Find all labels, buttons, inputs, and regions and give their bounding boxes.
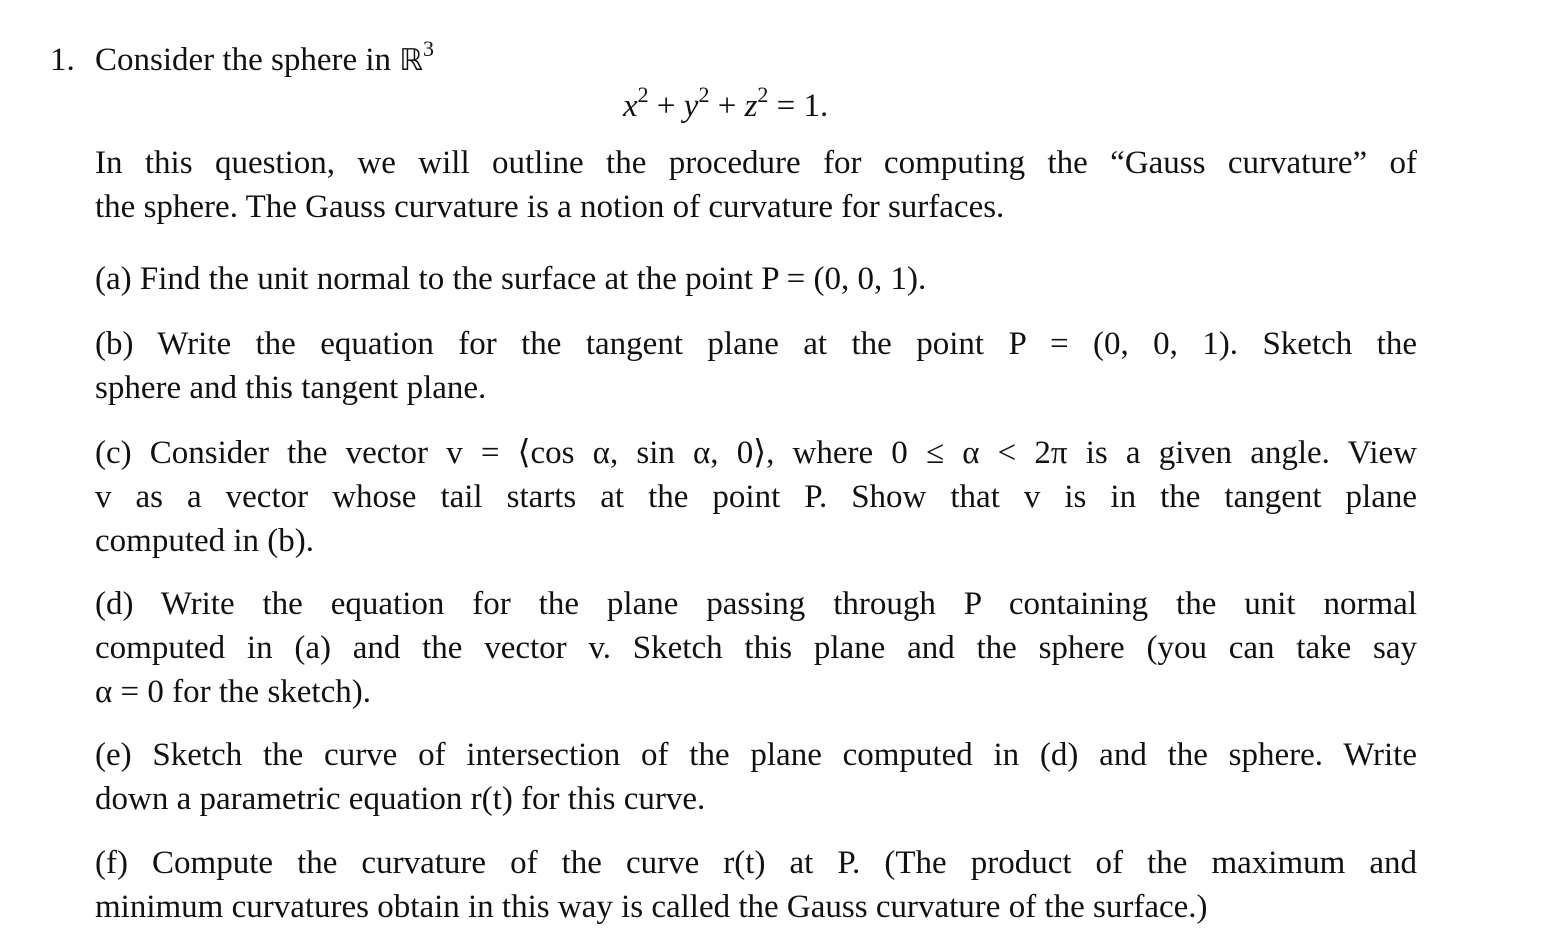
eq-z-exp: 2 — [757, 82, 769, 107]
intro-paragraph — [95, 141, 1417, 229]
eq-plus-1: + — [648, 88, 684, 124]
sphere-equation — [623, 84, 828, 128]
part-a — [95, 257, 1417, 301]
eq-rhs: = 1. — [768, 88, 829, 124]
part-d-line-2: computed in (a) and the vector v. Sketch this plane and the sphere (you can take say — [95, 630, 1417, 666]
part-e — [95, 733, 1417, 821]
part-f — [95, 841, 1417, 929]
part-f-line-2: minimum curvatures obtain in this way is called the Gauss curvature of the surface.) — [95, 889, 1208, 925]
real-space-symbol: ℝ — [399, 43, 424, 78]
part-e-line-1: (e) Sketch the curve of intersection of the plane computed in (d) and the sphere. Write — [95, 737, 1417, 773]
eq-x: x — [623, 88, 638, 124]
problem-number: 1. — [50, 42, 75, 78]
part-b — [95, 322, 1417, 410]
problem-lead — [95, 38, 434, 83]
eq-x-exp: 2 — [637, 82, 649, 107]
part-f-line-1: (f) Compute the curvature of the curve r(t) at P. (The product of the maximum and — [95, 845, 1417, 881]
part-d-line-1: (d) Write the equation for the plane passing through P containing the unit normal — [95, 586, 1417, 622]
part-b-line-2: sphere and this tangent plane. — [95, 370, 487, 406]
intro-line-1: In this question, we will outline the procedure for computing the “Gauss curvature” of — [95, 145, 1417, 181]
eq-y-exp: 2 — [698, 82, 710, 107]
part-d-line-3: α = 0 for the sketch). — [95, 674, 371, 710]
eq-z: z — [744, 88, 758, 124]
part-d — [95, 582, 1417, 714]
part-c-line-1: (c) Consider the vector v = ⟨cos α, sin α, 0⟩, where 0 ≤ α < 2π is a given angle. View — [95, 435, 1417, 471]
space-exponent: 3 — [423, 36, 435, 61]
part-e-line-2: down a parametric equation r(t) for this curve. — [95, 781, 706, 817]
part-c-line-2: v as a vector whose tail starts at the point P. Show that v is in the tangent plane — [95, 479, 1417, 515]
intro-line-2: the sphere. The Gauss curvature is a notion of curvature for surfaces. — [95, 189, 1005, 225]
part-a-line-1: (a) Find the unit normal to the surface at the point P = (0, 0, 1). — [95, 261, 927, 297]
part-c-line-3: computed in (b). — [95, 523, 315, 559]
part-b-line-1: (b) Write the equation for the tangent plane at the point P = (0, 0, 1). Sketch the — [95, 326, 1417, 362]
eq-plus-2: + — [709, 88, 745, 124]
part-c — [95, 431, 1417, 563]
problem-lead-text: Consider the sphere in — [95, 42, 400, 78]
eq-y: y — [683, 88, 699, 124]
